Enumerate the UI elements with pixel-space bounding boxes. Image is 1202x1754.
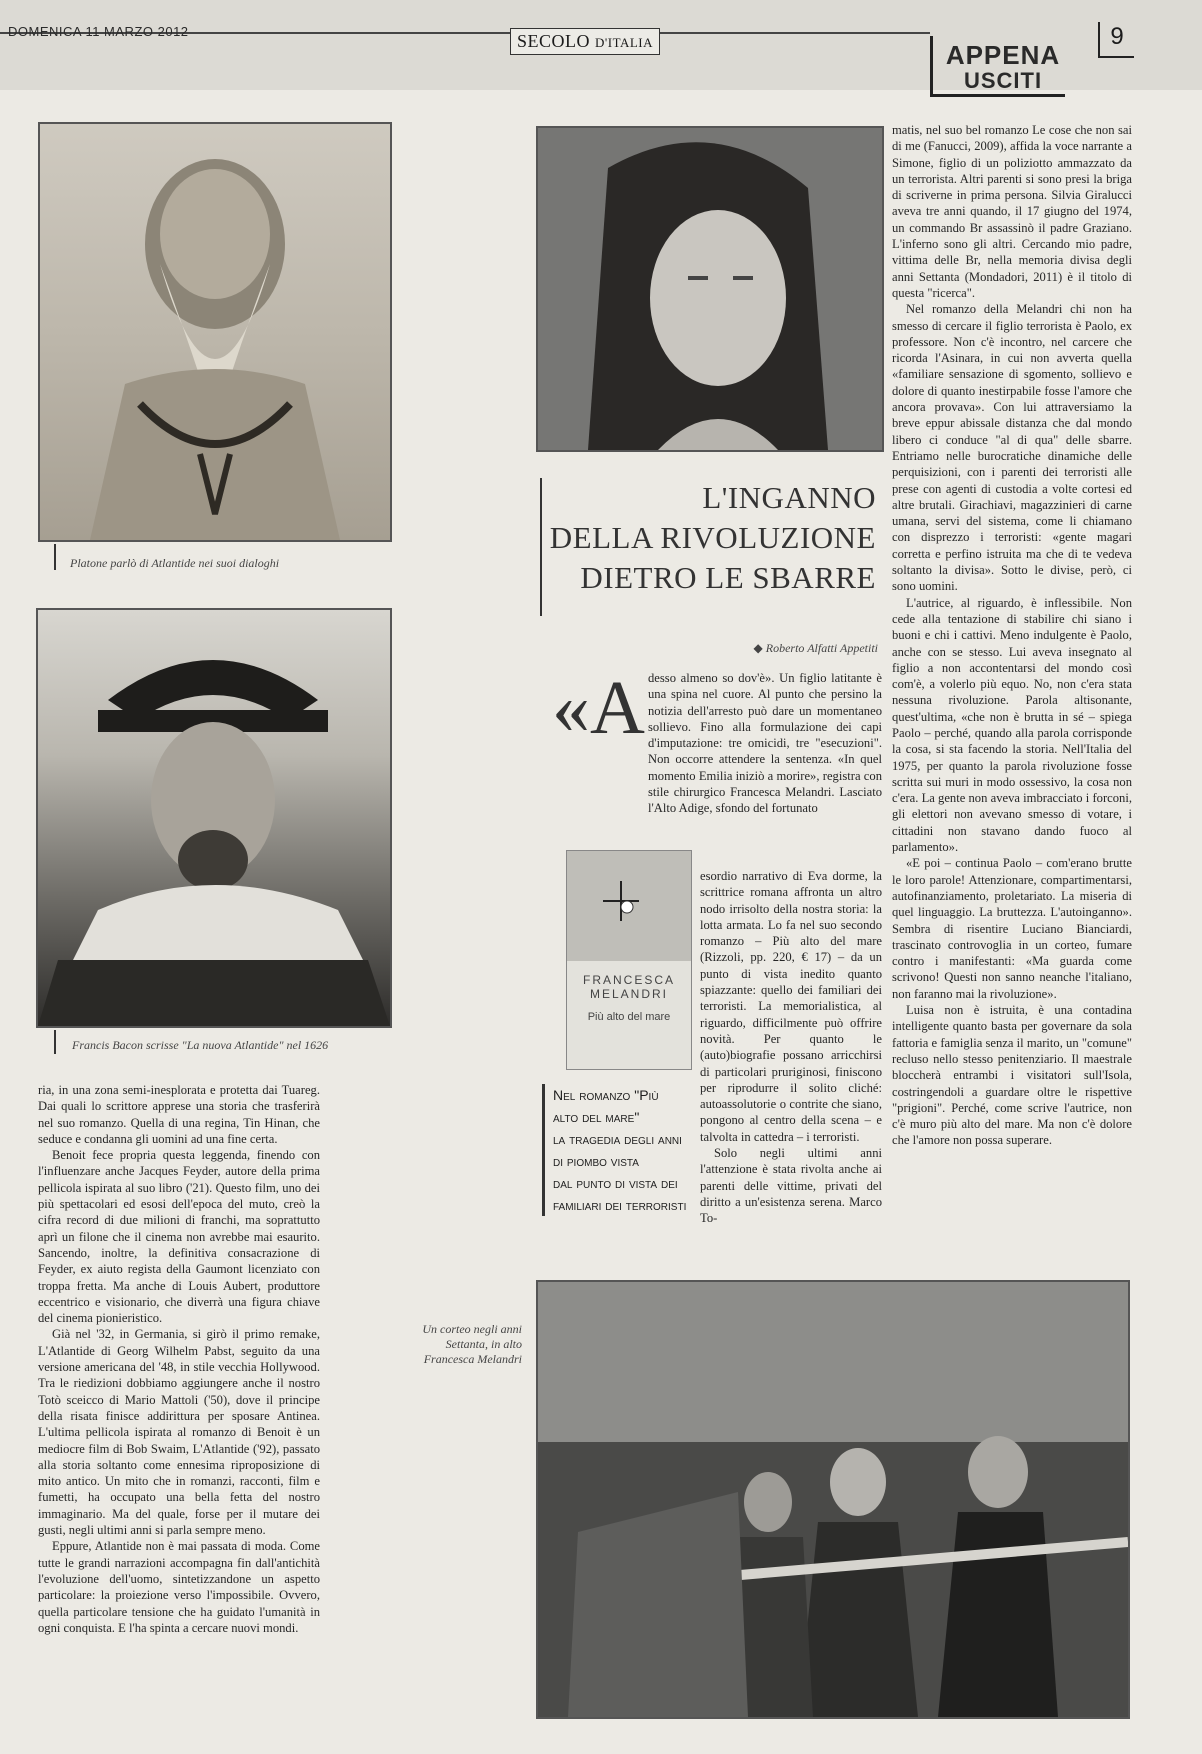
portrait-drawing <box>538 128 882 450</box>
paragraph: Già nel '32, in Germania, si girò il primo remake, L'Atlantide di Georg Wilhelm Pabst, seguito da una versione americana del '48, in stile vecchia Hollywood. Tra le riedizioni dobbiamo aggiungere anche il nostro Totò sceicco di Mario Mattoli ('50), dove il principe della risata finisce addirittura per sposare Antinea. L'ultima pellicola ispirata al romanzo di Benoit è un mediocre film di Bob Swaim, L'Atlantide ('92), passato alla storia soltanto come ennesima riproposizione di mito antico. Un mito che in romanzi, racconti, film e fumetti, ha occupato una bella fetta del nostro immaginario. Ma del quale, forse per il mutare dei gusti, negli ultimi anni si parla sempre meno. <box>38 1327 320 1538</box>
paragraph: L'autrice, al riguardo, è inflessibile. Non cede alla tentazione di stabilire chi siano i buoni e chi i cattivi. Meno indulgente è Paolo, anche con se stesso. Lui aveva insegnato al figlio a non accontentarsi del mondo così com'è, a volerlo più equo. No, non c'era stata nessuna rivoluzione. Parola altisonante, quest'ultima, «che non è brutta in sé – spiega Paolo – perché, quando alla parola corrisponde la cosa, si sta facendo la storia. Nell'Italia del 1975, per quanto la parola rivoluzione fosse scritta sui muri in modo ossessivo, la cosa non c'era. La gente non aveva imbracciato i forconi, gli elettori non avevano smesso di votare, i cittadini non stavano dando fuoco al parlamento». <box>892 595 1132 855</box>
protest-drawing <box>538 1282 1128 1717</box>
pull-quote-line: la tragedia degli anni <box>553 1131 682 1147</box>
plato-drawing <box>40 124 390 540</box>
paragraph: desso almeno so dov'è». Un figlio latitante è una spina nel cuore. Al punto che persino la notizia dell'arresto può dare un momentaneo sollievo. Fino alla formulazione dei capi d'imputazione: tre omicidi, tre "esecuzioni". Non occorre attendere la sentenza. «In quel momento Emilia iniziò a morire», registra con stile chirurgico Francesca Melandri. Lasciato l'Alto Adige, sfondo del fortunato <box>648 671 882 816</box>
paragraph: Luisa non è istruita, è una contadina intelligente quanto basta per governare da sola fattoria e famiglia senza il marito, un "comune" recluso nello stesso penitenziario. Il maestrale bloccherà entrambi i visitatori sull'Isola, costringendoli a guardare oltre le rispettive "prigioni". Perché, come scrive l'autrice, non c'è muro più alto del mare. Ma non c'è dolore che l'amore non possa superare. <box>892 1003 1132 1148</box>
book-author-first: FRANCESCA <box>582 973 675 987</box>
left-text-column <box>38 1082 320 1636</box>
caption-line: Francesca Melandri <box>423 1352 522 1366</box>
crowd-caption <box>390 1322 522 1367</box>
pull-quote-line: di piombo vista <box>553 1153 639 1169</box>
paragraph: Eppure, Atlantide non è mai passata di moda. Come tutte le grandi narrazioni accompagna fin dall'antichità l'evoluzione dell'uomo, sintetizzandone un aspetto particolare: la proiezione verso l'impossibile. Ovvero, quella particolare tensione che ha guidato l'umanità in ogni conquista. E l'ha spinta a cercare nuovi mondi. <box>38 1539 320 1635</box>
section-label-line2: USCITI <box>963 68 1043 93</box>
plato-illustration <box>38 122 392 542</box>
pull-quote-line: Nel romanzo "Più <box>553 1087 659 1103</box>
article-lede <box>648 670 882 817</box>
pull-quote <box>542 1084 715 1216</box>
paragraph: matis, nel suo bel romanzo Le cose che non sai di me (Fanucci, 2009), affida la voce narrante a Simone, figlio di un poliziotto ammazzato da un terrorista. Altri parenti si sono presi la briga di scriverne in prima persona. Silvia Giralucci aveva tre anni quando, il 17 giugno del 1974, un commando Br assassinò il padre Graziano. L'inferno sono gli altri. Cercando mio padre, vittima delle Br, nella memoria divisa degli anni Settanta (Mondadori, 2011) è il titolo di questa "ricerca". <box>892 123 1132 300</box>
protest-march-photo <box>536 1280 1130 1719</box>
section-label <box>930 36 1065 97</box>
headline-line1: L'INGANNO <box>702 480 876 515</box>
drop-cap: «A <box>552 666 645 750</box>
article-column-middle <box>700 868 882 1227</box>
page-number: 9 <box>1098 22 1134 58</box>
book-author <box>567 973 691 1001</box>
caption-line: Settanta, in alto <box>445 1337 522 1351</box>
pull-quote-line: dal punto di vista dei <box>553 1175 678 1191</box>
article-headline <box>540 478 876 598</box>
bacon-caption: Francis Bacon scrisse "La nuova Atlantide" nel 1626 <box>72 1038 329 1052</box>
melandri-portrait <box>536 126 884 452</box>
plato-caption: Platone parlò di Atlantide nei suoi dialoghi <box>70 556 280 570</box>
issue-date: DOMENICA 11 MARZO 2012 <box>8 24 189 39</box>
masthead <box>510 28 660 55</box>
paragraph: «E poi – continua Paolo – com'erano brutte le loro parole! Attenzionare, compartimentarsi, autofinanziamento, proletariato. La miseria di quel linguaggio. La bruttezza. L'autoinganno». Sembra di risentire Luciano Bianciardi, trascinato controvoglia in un corteo, fumare contro i manifestanti: «Ma guarda come scrivono! Questi non sanno neanche l'italiano, non faranno mai la rivoluzione». <box>892 856 1132 1001</box>
caption-rule <box>54 544 56 570</box>
book-title: Più alto del mare <box>587 1011 671 1023</box>
paragraph: esordio narrativo di Eva dorme, la scrittrice romana affronta un altro nodo irrisolto della nostra storia: la lotta armata. Lo fa nel suo secondo romanzo – Più alto del mare (Rizzoli, pp. 220, € 17) – da un punto di vista inedito quanto spiazzante: quello dei familiari dei terroristi. La memorialistica, al riguardo, difficilmente può offrire novità. Per quanto le (auto)biografie possano arricchirsi di particolari pruriginosi, finiscono per riprodurre il solito cliché: autoassolutorie o contrite che siano, pongono al centro della scena – e talvolta in cattedra – i terroristi. <box>700 869 882 1144</box>
caption-rule <box>54 1030 56 1054</box>
byline: ◆ Roberto Alfatti Appetiti <box>753 641 878 655</box>
article-column-right <box>892 122 1132 1149</box>
paragraph: ria, in una zona semi-inesplorata e protetta dai Tuareg. Dai quali lo scrittore apprese una storia che trasferirà nel suo romanzo. Quella di una regina, Tin Hinan, che seduce e condanna gli uomini ad una fine certa. <box>38 1083 320 1146</box>
headline-line2: DELLA RIVOLUZIONE <box>549 520 876 555</box>
paragraph: Solo negli ultimi anni l'attenzione è stata rivolta anche ai parenti delle vittime, privati del diritto a un'esistenza serena. Marco To- <box>700 1146 882 1226</box>
masthead-main: SECOLO <box>517 31 591 51</box>
bacon-drawing <box>38 610 390 1026</box>
caption-line: Un corteo negli anni <box>422 1322 522 1336</box>
masthead-small: D'ITALIA <box>595 35 654 50</box>
francis-bacon-portrait <box>36 608 392 1028</box>
pull-quote-line: alto del mare" <box>553 1109 640 1125</box>
paragraph: Benoit fece propria questa leggenda, finendo con l'influenzare anche Jacques Feyder, autore della prima pellicola ispirata al suo libro ('21). Questo film, uno dei più spettacolari ed esosi dell'epoca del muto, creò la cifra record di due milioni di franchi, ma soprattutto aprì un filone che il cinema non avrebbe mai esaurito. Sancendo, inoltre, la definitiva consacrazione di Feyder, ex aiuto regista della Gaumont licenziato con troppa fretta. Ma anche di Louis Aubert, produttore eccentrico e visionario, che diverrà una figura chiave del cinema pionieristico. <box>38 1148 320 1326</box>
headline-line3: DIETRO LE SBARRE <box>580 560 876 595</box>
pull-quote-line: familiari dei terroristi <box>553 1197 687 1213</box>
cross-icon <box>601 881 641 921</box>
book-author-last: MELANDRI <box>589 987 668 1001</box>
book-cover <box>566 850 692 1070</box>
paragraph: Nel romanzo della Melandri chi non ha smesso di cercare il figlio terrorista è Paolo, ex professore. Non c'è incontro, nel carcere che ricorda l'Asinara, in cui non avverta quella «familiare sensazione di sgomento, sollievo e dolore di quanto inestirpabile fosse l'amore che ancora provava». Con lui attraversiamo la breve eppur abissale distanza che dal mondo libero ci conduce "al di qua" delle sbarre. Entriamo nelle burocratiche dinamiche delle perquisizioni, con i parenti dei terroristi alle prese con agenti di custodia a volte cortesi ed altre brutali. Girachiavi, magazzinieri di carne umana, servi del sistema, come li chiamano con disprezzo i terroristi: «gente magari corretta e perfino istruita ma che di te vedeva soltanto la divisa». Sotto le divise, però, ci sono uomini. <box>892 302 1132 594</box>
section-label-line1: APPENA <box>945 40 1061 70</box>
